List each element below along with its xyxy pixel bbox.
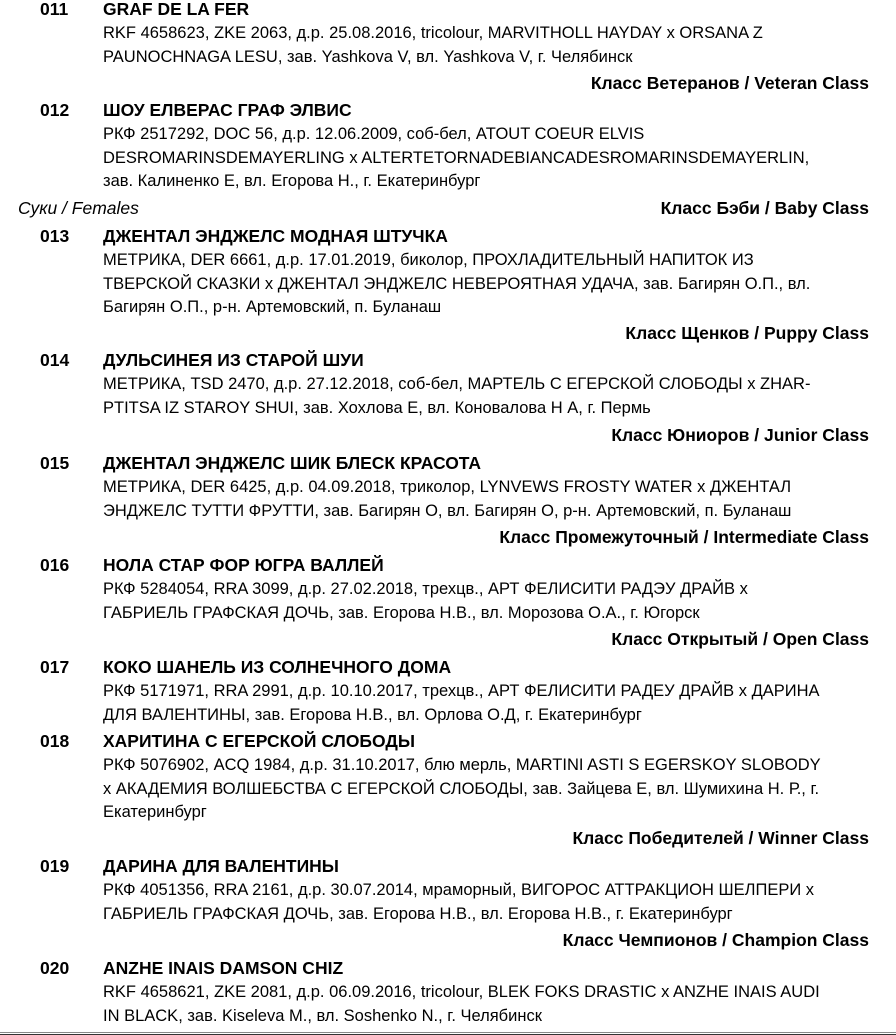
details-line: МЕТРИКА, DER 6661, д.р. 17.01.2019, биколор, ПРОХЛАДИТЕЛЬНЫЙ НАПИТОК ИЗ xyxy=(103,251,754,269)
entry-number: 014 xyxy=(40,350,70,370)
entry-details xyxy=(103,249,863,320)
details-line: РКФ 5076902, ACQ 1984, д.р. 31.10.2017, блю мерль, MARTINI ASTI S EGERSKOY SLOBODY xyxy=(103,756,821,774)
entry-details xyxy=(103,981,863,1028)
dog-name: ХАРИТИНА С ЕГЕРСКОЙ СЛОБОДЫ xyxy=(103,731,415,751)
dog-name: ДАРИНА ДЛЯ ВАЛЕНТИНЫ xyxy=(103,856,339,876)
class-heading-junior: Класс Юниоров / Junior Class xyxy=(611,425,869,445)
dog-name: ДУЛЬСИНЕЯ ИЗ СТАРОЙ ШУИ xyxy=(103,350,364,370)
details-line: ДЛЯ ВАЛЕНТИНЫ, зав. Егорова Н.В., вл. Орлова О.Д, г. Екатеринбург xyxy=(103,705,642,724)
entry-details xyxy=(103,373,863,420)
dog-name: GRAF DE LA FER xyxy=(103,0,250,19)
class-heading-baby: Класс Бэби / Baby Class xyxy=(660,198,869,218)
details-line: RKF 4658623, ZKE 2063, д.р. 25.08.2016, tricolour, MARVITHOLL HAYDAY x ORSANA Z xyxy=(103,24,763,42)
dog-name: ДЖЕНТАЛ ЭНДЖЕЛС МОДНАЯ ШТУЧКА xyxy=(103,226,448,246)
entry-number: 018 xyxy=(40,731,70,751)
details-line: МЕТРИКА, TSD 2470, д.р. 27.12.2018, соб-бел, МАРТЕЛЬ С ЕГЕРСКОЙ СЛОБОДЫ x ZHAR- xyxy=(103,375,811,393)
details-line: DESROMARINSDEMAYERLING x ALTERTETORNADEBIANCADESROMARINSDEMAYERLIN, xyxy=(103,148,810,167)
entry-number: 015 xyxy=(40,453,70,473)
dog-name: НОЛА СТАР ФОР ЮГРА ВАЛЛЕЙ xyxy=(103,555,384,575)
entry-number: 019 xyxy=(40,856,70,876)
section-heading-females: Суки / Females xyxy=(18,198,139,218)
details-line: ГАБРИЕЛЬ ГРАФСКАЯ ДОЧЬ, зав. Егорова Н.В., вл. Егорова Н.В., г. Екатеринбург xyxy=(103,904,733,923)
dog-name: ANZHE INAIS DAMSON CHIZ xyxy=(103,958,344,978)
entry-details xyxy=(103,476,863,523)
details-line: РКФ 5284054, RRA 3099, д.р. 27.02.2018, трехцв., АРТ ФЕЛИСИТИ РАДЭУ ДРАЙВ x xyxy=(103,580,748,598)
class-heading-winner: Класс Победителей / Winner Class xyxy=(572,828,869,848)
details-line: Екатеринбург xyxy=(103,803,207,822)
class-heading-intermediate: Класс Промежуточный / Intermediate Class xyxy=(499,527,869,547)
details-line: ТВЕРСКОЙ СКАЗКИ x ДЖЕНТАЛ ЭНДЖЕЛС НЕВЕРОЯТНАЯ УДАЧА, зав. Багирян О.П., вл. xyxy=(103,274,811,293)
entry-number: 013 xyxy=(40,226,70,246)
details-line: зав. Калиненко Е, вл. Егорова Н., г. Екатеринбург xyxy=(103,172,481,191)
details-line: РКФ 4051356, RRA 2161, д.р. 30.07.2014, мраморный, ВИГОРОС АТТРАКЦИОН ШЕЛПЕРИ x xyxy=(103,881,815,899)
entry-details xyxy=(103,22,863,69)
entry-number: 020 xyxy=(40,958,70,978)
details-line: МЕТРИКА, DER 6425, д.р. 04.09.2018, триколор, LYNVEWS FROSTY WATER x ДЖЕНТАЛ xyxy=(103,478,792,496)
class-heading-open: Класс Открытый / Open Class xyxy=(611,629,869,649)
class-heading-champion: Класс Чемпионов / Champion Class xyxy=(562,930,869,950)
details-line: РКФ 5171971, RRA 2991, д.р. 10.10.2017, трехцв., АРТ ФЕЛИСИТИ РАДЕУ ДРАЙВ x ДАРИНА xyxy=(103,682,820,700)
details-line: IN BLACK, зав. Kiseleva M., вл. Soshenko N., г. Челябинск xyxy=(103,1006,542,1025)
details-line: ЭНДЖЕЛС ТУТТИ ФРУТТИ, зав. Багирян О, вл. Багирян О, р-н. Артемовский, п. Буланаш xyxy=(103,501,792,520)
entry-number: 011 xyxy=(40,0,69,19)
entry-details xyxy=(103,680,863,727)
dog-name: КОКО ШАНЕЛЬ ИЗ СОЛНЕЧНОГО ДОМА xyxy=(103,657,452,677)
entry-number: 017 xyxy=(40,657,70,677)
class-heading-veteran: Класс Ветеранов / Veteran Class xyxy=(590,73,869,93)
entry-number: 016 xyxy=(40,555,70,575)
details-line: RKF 4658621, ZKE 2081, д.р. 06.09.2016, tricolour, BLEK FOKS DRASTIC x ANZHE INAIS AUDI xyxy=(103,983,820,1001)
details-line: Багирян О.П., р-н. Артемовский, п. Буланаш xyxy=(103,298,442,317)
dog-name: ШОУ ЕЛВЕРАС ГРАФ ЭЛВИС xyxy=(103,100,352,120)
details-line: РКФ 2517292, DOC 56, д.р. 12.06.2009, соб-бел, ATOUT COEUR ELVIS xyxy=(103,125,645,143)
entry-details xyxy=(103,123,863,194)
entry-details xyxy=(103,879,863,926)
page-bottom-divider xyxy=(0,1032,896,1033)
entry-details xyxy=(103,754,863,825)
entry-details xyxy=(103,578,863,625)
details-line: PTITSA IZ STAROY SHUI, зав. Хохлова Е, вл. Коновалова Н А, г. Пермь xyxy=(103,398,651,417)
dog-name: ДЖЕНТАЛ ЭНДЖЕЛС ШИК БЛЕСК КРАСОТА xyxy=(103,453,482,473)
details-line: x АКАДЕМИЯ ВОЛШЕБСТВА С ЕГЕРСКОЙ СЛОБОДЫ, зав. Зайцева Е, вл. Шумихина Н. Р., г. xyxy=(103,779,820,798)
details-line: PAUNOCHNAGA LESU, зав. Yashkova V, вл. Yashkova V, г. Челябинск xyxy=(103,47,633,66)
class-heading-puppy: Класс Щенков / Puppy Class xyxy=(625,323,869,343)
entry-number: 012 xyxy=(40,100,70,120)
details-line: ГАБРИЕЛЬ ГРАФСКАЯ ДОЧЬ, зав. Егорова Н.В., вл. Морозова О.А., г. Югорск xyxy=(103,603,700,622)
